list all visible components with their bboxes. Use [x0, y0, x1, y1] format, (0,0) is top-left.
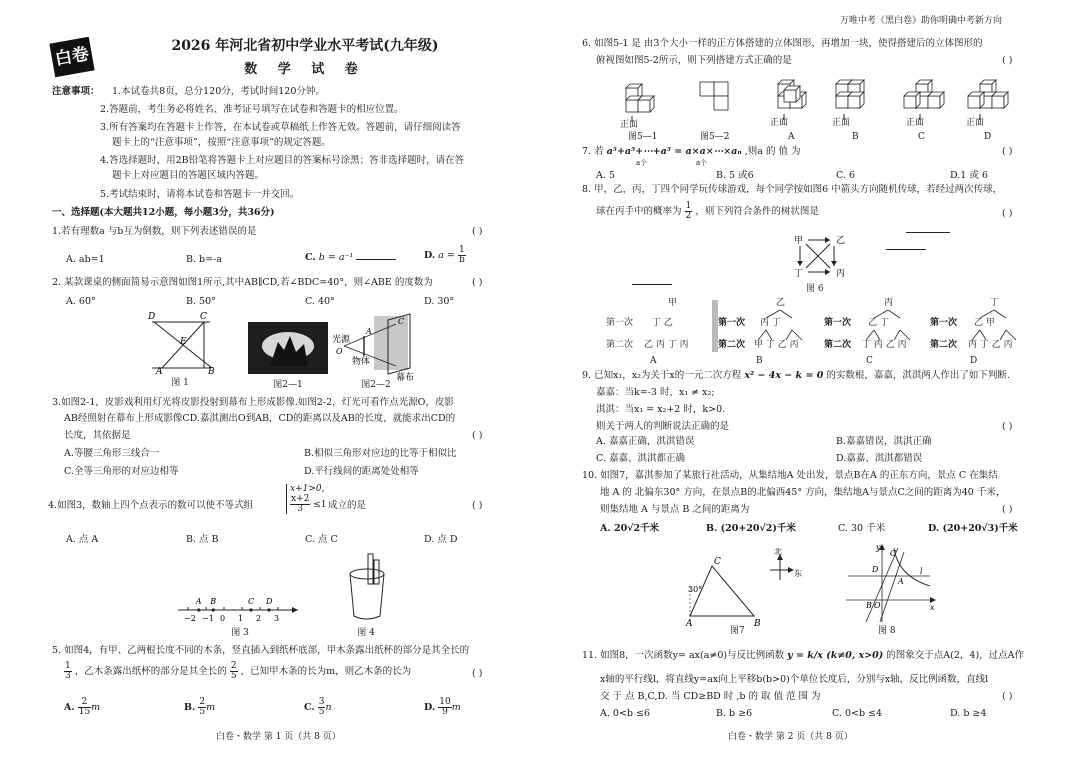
number-line-point — [197, 608, 200, 611]
fig22-caption: 图2—2 — [361, 380, 391, 390]
figure-2-1-shadow-play-photo — [248, 322, 328, 374]
fig7-c: C — [714, 557, 721, 567]
tree-b-level-1: 丙 丁 — [760, 318, 781, 328]
q8-line-1: 8. 甲，乙，丙，丁四个同学玩传球游戏，每个同学按如图6 中箭头方向随机传球，若经过两次传球， — [582, 184, 1003, 195]
fig7-caption: 图7 — [730, 626, 745, 636]
footer-page-2: 白卷・数学 第 2 页（共 8 页） — [728, 732, 853, 742]
q5-option-a — [64, 698, 100, 717]
q1-option-a: A. ab=1 — [66, 254, 105, 265]
q11-l1-pre: 11. 如图8，一次函数y= ax(a≠0)与反比例函数 — [582, 650, 785, 661]
tree-b-first: 第一次 — [718, 318, 746, 328]
figure-6-pass-diagram — [790, 232, 850, 282]
white-paper-badge: 白卷 — [49, 37, 94, 77]
q5-a-var: m — [91, 702, 101, 713]
q4-option-b: B. 点 B — [186, 534, 219, 545]
q5-d-den: 9 — [442, 707, 448, 717]
q1-option-c-label: C. — [305, 252, 316, 263]
number-line-tick-label: −2 — [184, 614, 196, 623]
note-4b: 题卡上对应题目的答题区域内答题。 — [112, 170, 265, 181]
fig8-caption: 图 8 — [878, 626, 896, 636]
q10-option-d: D. (20+20√3)千米 — [928, 523, 1018, 534]
q3-option-b: B.相似三角形对应边的比等于相似比 — [304, 448, 457, 459]
q4-stem-post: 成立的是 — [328, 500, 367, 511]
q7-stem — [582, 146, 801, 158]
q4-answer-paren: ( ) — [472, 500, 483, 511]
q9-equation: x² − 4x − k = 0 — [744, 370, 824, 381]
section-1-heading: 一、选择题(本大题共12小题，每小题3分，共36分) — [52, 207, 275, 218]
q10-option-b: B. (20+20√2)千米 — [706, 523, 796, 534]
q8-prob-num: 1 — [685, 201, 692, 211]
tree-a-second: 第二次 — [606, 340, 634, 350]
q5-f2-den: 5 — [230, 671, 237, 681]
tree-a-first: 第一次 — [606, 318, 634, 328]
q10-line-1: 10. 如图7，嘉淇参加了某旅行社活动，从集结地A 处出发，景点B在A 的正东方向，景点 C 在集结 — [582, 470, 998, 481]
q5-l2a: ，乙木条露出纸杯的部分是其全长的 — [74, 666, 227, 677]
q10-line-3: 则集结地 A 与景点 B 之间的距离为 — [600, 504, 750, 515]
q9-option-c: C. 嘉嘉、淇淇都正确 — [596, 453, 685, 464]
note-5: 5.考试结束时，请将本试卷和答题卡一并交回。 — [100, 189, 300, 200]
q11-line-1 — [582, 650, 1024, 662]
q5-line-2 — [64, 662, 411, 681]
q5-c-num: 3 — [318, 697, 325, 707]
tree-d-second: 第二次 — [930, 340, 958, 350]
q5-d-var: m — [451, 702, 461, 713]
q5-f2-num: 2 — [230, 661, 237, 671]
fig1-label-b: B — [208, 367, 215, 374]
fig7-a: A — [686, 619, 693, 628]
q5-f1-den: 3 — [65, 671, 71, 681]
tree-c-branches — [862, 308, 922, 348]
q11-option-a: A. 0<b ≤6 — [600, 708, 651, 719]
q11-line-3: 交 于 点 B,C,D. 当 CD≥BD 时 ,b 的 取 值 范 围 为 — [600, 691, 821, 702]
note-3b: 题卡上的“注意事项”，按照“注意事项”的规定答题。 — [112, 137, 331, 148]
q5-b-num: 2 — [199, 697, 206, 707]
q8-l2-pre: 球在丙手中的概率为 — [596, 206, 682, 217]
q2-stem: 2. 某款课桌的侧面简易示意图如图1所示,其中AB∥CD,若∠BDC=40°，则∠ABE 的度数为 — [52, 277, 433, 288]
q1-option-d-label: D. — [424, 250, 436, 261]
fig6-yi: 乙 — [836, 236, 846, 246]
tree-d-branches — [968, 308, 1028, 348]
q4-option-d: D. 点 D — [424, 534, 458, 545]
q4-inequality-system — [286, 484, 327, 514]
fig22-screen-label: 幕布 — [396, 373, 415, 382]
header-slogan: 万唯中考《黑白卷》助你明确中考新方向 — [840, 16, 1003, 26]
q6-option-b: B — [852, 132, 859, 142]
q6-front-label-a: 正面 — [770, 118, 789, 128]
tree-a-branches — [650, 308, 700, 358]
fig6-caption: 图 6 — [806, 284, 824, 294]
q11-line-2: x轴的平行线l，将直线y=ax向上平移b(b>0)个单位长度后，分别与x轴，反比例函数，直线l — [600, 674, 989, 685]
q1-option-b: B. b=-a — [186, 254, 222, 265]
fig6-jia: 甲 — [794, 236, 804, 246]
q7-option-c: C. 6 — [836, 170, 856, 181]
q4-stem-pre: 4.如图3，数轴上四个点表示的数可以使不等式组 — [48, 500, 254, 511]
q10-option-a: A. 20√2千米 — [600, 523, 660, 534]
q6-option-d: D — [984, 132, 992, 142]
tree-c-second: 第二次 — [824, 340, 852, 350]
figure-3-number-line — [176, 596, 302, 626]
tree-d-level-1: 乙 甲 — [974, 318, 995, 328]
fig1-caption: 图 1 — [171, 378, 189, 388]
q2-option-c: C. 40° — [305, 296, 335, 307]
q8-option-b: B — [756, 356, 763, 366]
q11-l1-post: 的图象交于点A(2，4)，过点A作 — [886, 650, 1025, 661]
fig8-x: x — [930, 603, 935, 612]
notes-label: 注意事项： — [52, 86, 100, 97]
q8-option-c: C — [866, 356, 873, 366]
q5-b-den: 5 — [199, 707, 206, 717]
q9-l1-post: 的实数根，嘉嘉，淇淇两人作出了如下判断. — [826, 370, 1010, 381]
q5-d-num: 10 — [439, 697, 451, 707]
q6-fig52-caption: 图5—2 — [700, 132, 730, 142]
q4-ineq-1: x+1>0, — [290, 484, 325, 494]
number-line-point-label: C — [248, 597, 255, 606]
q8-option-a: A — [650, 356, 657, 366]
q2-answer-paren: ( ) — [472, 277, 483, 288]
q8-line-mark-3 — [632, 284, 672, 285]
q5-f1-num: 1 — [65, 661, 71, 671]
q6-line-1: 6. 如图5-1 是 由3个大小一样的正方体搭建的立体图形，再增加一块，使得搭建后的立体图形的 — [582, 38, 983, 49]
q2-option-b: B. 50° — [186, 296, 216, 307]
number-line-point-label: D — [266, 597, 273, 606]
q4-option-a: A. 点 A — [66, 534, 99, 545]
q5-a-den: 15 — [78, 707, 91, 717]
fig6-ding: 丁 — [794, 269, 804, 279]
fig7-b: B — [754, 619, 761, 628]
q5-answer-paren: ( ) — [472, 668, 483, 679]
q3-option-d: D.平行线间的距离处处相等 — [304, 466, 419, 477]
number-line-tick-label: −1 — [202, 614, 214, 623]
fig22-light-label: 光源 — [332, 335, 351, 345]
q7-answer-paren: ( ) — [1002, 146, 1013, 157]
fig8-b: B — [866, 601, 872, 610]
tree-a-top: 甲 — [668, 298, 678, 308]
tree-c-top: 丙 — [884, 298, 894, 308]
q3-option-c: C.全等三角形的对应边相等 — [64, 466, 179, 477]
q1-option-c — [305, 252, 396, 264]
q5-c-var: n — [325, 702, 332, 713]
note-3a: 3.所有答案均在答题卡上作答，在本试卷或草稿纸上作答无效。答题前，请仔细阅读答 — [100, 122, 461, 133]
number-line-tick-label: 0 — [220, 614, 226, 623]
q8-line-mark-2 — [886, 249, 926, 250]
fig7-east: 东 — [794, 569, 802, 578]
q2-option-a: A. 60° — [66, 296, 96, 307]
q9-option-b: B.嘉嘉错误，淇淇正确 — [836, 436, 932, 447]
q9-ask: 则关于两人的判断说法正确的是 — [596, 421, 730, 432]
exam-title: 2026 年河北省初中学业水平考试(九年级) — [171, 38, 439, 54]
q9-option-d: D.嘉嘉、淇淇都错误 — [836, 453, 923, 464]
compass-icon — [768, 548, 808, 588]
figure-4-paper-cup — [344, 550, 388, 626]
q8-line-2 — [596, 202, 819, 221]
q4-ineq-2-rhs: ≤1 — [313, 499, 327, 510]
q5-option-c — [304, 698, 332, 717]
q7-math: a⁵+a⁵+⋯+a⁵ = a×a×⋯×aₙ — [606, 146, 742, 157]
fig1-label-c: C — [200, 312, 207, 322]
figure-2-2-projection-diagram — [330, 312, 416, 382]
figure-8-function-graph — [842, 542, 938, 626]
tree-c-first: 第一次 — [824, 318, 852, 328]
q3-line-1: 3.如图2-1，皮影戏利用灯光将皮影投射到幕布上形成影像.如图2-2，灯光可看作点光源O，皮影 — [52, 397, 454, 408]
tree-b-top: 乙 — [776, 298, 786, 308]
q6-front-label-d: 正面 — [966, 118, 985, 128]
fig8-c: C — [890, 549, 897, 558]
fig22-object-label: 物体 — [352, 357, 371, 367]
q1-blank-line — [356, 259, 396, 260]
note-1: 1.本试卷共8页，总分120分，考试时间120分钟。 — [112, 86, 325, 97]
tree-a-level-1: 丁 乙 — [652, 318, 673, 328]
q8-prob-den: 2 — [685, 211, 692, 221]
tree-d-top: 丁 — [990, 298, 1000, 308]
fig7-angle: 30° — [688, 585, 703, 594]
q9-l1-pre: 9. 已知x₁，x₂为关于x的一元二次方程 — [582, 370, 742, 381]
tree-d-level-2: 丙 丁 乙 丙 — [968, 340, 1013, 350]
q3-option-a: A.等腰三角形三线合一 — [64, 448, 160, 459]
q3-line-3: 长度，其依据是 — [64, 430, 131, 441]
q7-pre: 7. 若 — [582, 146, 604, 157]
q6-front-label-1: 正面 — [620, 120, 639, 130]
q1-option-d — [424, 246, 466, 265]
number-line-point — [249, 608, 252, 611]
q5-c-label: C. — [304, 702, 315, 713]
q9-line-1 — [582, 370, 1010, 382]
q8-answer-paren: ( ) — [1002, 208, 1013, 219]
q10-answer-paren: ( ) — [1002, 504, 1013, 515]
q2-option-d: D. 30° — [424, 296, 455, 307]
q7-under-1: a个 — [636, 159, 648, 167]
q11-l1-math: y = k/x (k≠0, x>0) — [787, 650, 884, 661]
q11-option-b: B. b ≥6 — [716, 708, 753, 719]
fig1-label-d: D — [148, 312, 156, 322]
q4-option-c: C. 点 C — [305, 534, 338, 545]
q8-l2-post: ，则下列符合条件的树状图是 — [695, 206, 819, 217]
number-line-point-label: A — [195, 597, 202, 606]
q8-option-d: D — [970, 356, 978, 366]
q1-d-num: 1 — [458, 245, 465, 255]
tree-b-branches — [754, 308, 814, 348]
tree-a-level-2: 乙 丙 丁 丙 — [644, 340, 689, 350]
fig4-caption: 图 4 — [357, 628, 375, 638]
figure-1-desk-diagram — [140, 310, 220, 374]
q5-option-b — [184, 698, 215, 717]
q10-line-2: 地 A 的 北偏东30° 方向，在景点B的北偏西45° 方向，集结地A与景点C之间的距离为40 千米， — [600, 487, 1006, 498]
fig7-north: 北 — [774, 548, 782, 556]
tree-b-level-2: 甲 丁 乙 丙 — [754, 340, 799, 350]
q6-front-label-c: 正面 — [906, 118, 925, 128]
number-line-tick-label: 2 — [256, 614, 262, 623]
q1-answer-paren: ( ) — [472, 226, 483, 237]
q7-post: ,则a 的 值 为 — [744, 146, 801, 157]
q6-option-c: C — [918, 132, 925, 142]
fig21-caption: 图2—1 — [273, 380, 303, 390]
fig22-c-label: C — [398, 317, 405, 326]
q9-option-a: A. 嘉嘉正确，淇淇错误 — [596, 436, 695, 447]
q9-answer-paren: ( ) — [1002, 421, 1013, 432]
q1-option-c-math: b = a⁻¹ — [318, 252, 354, 263]
q10-option-c: C. 30 千米 — [838, 523, 886, 534]
fig22-a-label: A — [366, 327, 372, 336]
note-2: 2.答题前，考生务必将姓名、准考证号填写在试卷和答题卡的相应位置。 — [100, 104, 404, 115]
q3-answer-paren: ( ) — [472, 430, 483, 441]
q5-a-label: A. — [64, 702, 75, 713]
q7-under-2: a个 — [696, 159, 708, 167]
exam-subtitle: 数 学 试 卷 — [244, 62, 366, 77]
number-line-tick-label: 3 — [274, 614, 280, 623]
q11-answer-paren: ( ) — [1002, 691, 1013, 702]
q4-ineq-2-den: 3 — [297, 503, 304, 514]
q6-line-2: 俯视图如图5-2所示，则下列搭建方式正确的是 — [596, 55, 792, 66]
q9-qiqi: 淇淇：当x₁ = x₂+2 时，k>0. — [596, 404, 726, 415]
q11-option-d: D. b ≥4 — [950, 708, 987, 719]
tree-d-first: 第一次 — [930, 318, 958, 328]
fig8-d: D — [872, 565, 879, 574]
fig1-label-e: E — [180, 337, 187, 347]
q8-line-mark-1 — [906, 232, 950, 233]
q5-l2b: ，已知甲木条的长为m，则乙木条的长为 — [240, 666, 412, 677]
q6-option-a: A — [788, 132, 795, 142]
fig8-o: O — [874, 601, 881, 610]
tree-c-level-1: 乙 丁 — [868, 318, 889, 328]
q1-d-den: b — [458, 255, 465, 265]
q5-b-var: m — [206, 702, 216, 713]
fig3-caption: 图 3 — [231, 628, 249, 638]
q6-cube-figures — [600, 72, 1040, 144]
q5-a-num: 2 — [78, 698, 91, 708]
fig8-a: A — [898, 577, 904, 586]
fig22-o-label: O — [336, 347, 343, 356]
q9-jiajia: 嘉嘉：当k=-3 时，x₁ ≠ x₂; — [596, 387, 715, 398]
number-line-point — [212, 608, 215, 611]
fig1-label-a: A — [156, 367, 163, 374]
q5-option-d — [424, 698, 461, 717]
q7-option-b: B. 5 或6 — [716, 170, 754, 181]
q3-line-2: AB经照射在幕布上形成影像CD.嘉淇测出O到AB，CD的距离以及AB的长度，就能求出CD的 — [64, 413, 456, 424]
q1-option-d-lhs: a = — [438, 250, 455, 261]
q6-front-label-b: 正面 — [832, 118, 851, 128]
note-4a: 4.答选择题时，用2B铅笔将答题卡上对应题目的答案标号涂黑；答非选择题时，请在答 — [100, 155, 465, 166]
number-line-point-label: B — [210, 597, 217, 606]
fig6-bing: 丙 — [836, 269, 846, 279]
footer-page-1: 白卷・数学 第 1 页（共 8 页） — [216, 732, 341, 742]
fig8-y: y — [876, 543, 881, 552]
q7-option-d: D.1 或 6 — [950, 170, 988, 181]
tree-b-second: 第二次 — [718, 340, 746, 350]
q6-answer-paren: ( ) — [1002, 55, 1013, 66]
q5-line-1: 5. 如图4，有甲、乙两根长度不同的木条，竖直插入到纸杯底部，甲木条露出纸杯的部分是其全长的 — [52, 645, 470, 656]
number-line-tick-label: 1 — [238, 614, 244, 623]
fig8-l: l — [920, 567, 923, 576]
q6-fig51-caption: 图5—1 — [628, 132, 658, 142]
q4-ineq-2-num: x+2 — [291, 493, 310, 504]
q1-stem: 1.若有理数a 与b互为倒数，则下列表述错误的是 — [52, 226, 257, 237]
q7-option-a: A. 5 — [596, 170, 615, 181]
q5-c-den: 5 — [318, 707, 325, 717]
q5-d-label: D. — [424, 702, 436, 713]
number-line-point — [267, 608, 270, 611]
q5-b-label: B. — [184, 702, 196, 713]
q11-option-c: C. 0<b ≤4 — [832, 708, 883, 719]
tree-c-level-2: 丁 丙 乙 丙 — [862, 340, 907, 350]
